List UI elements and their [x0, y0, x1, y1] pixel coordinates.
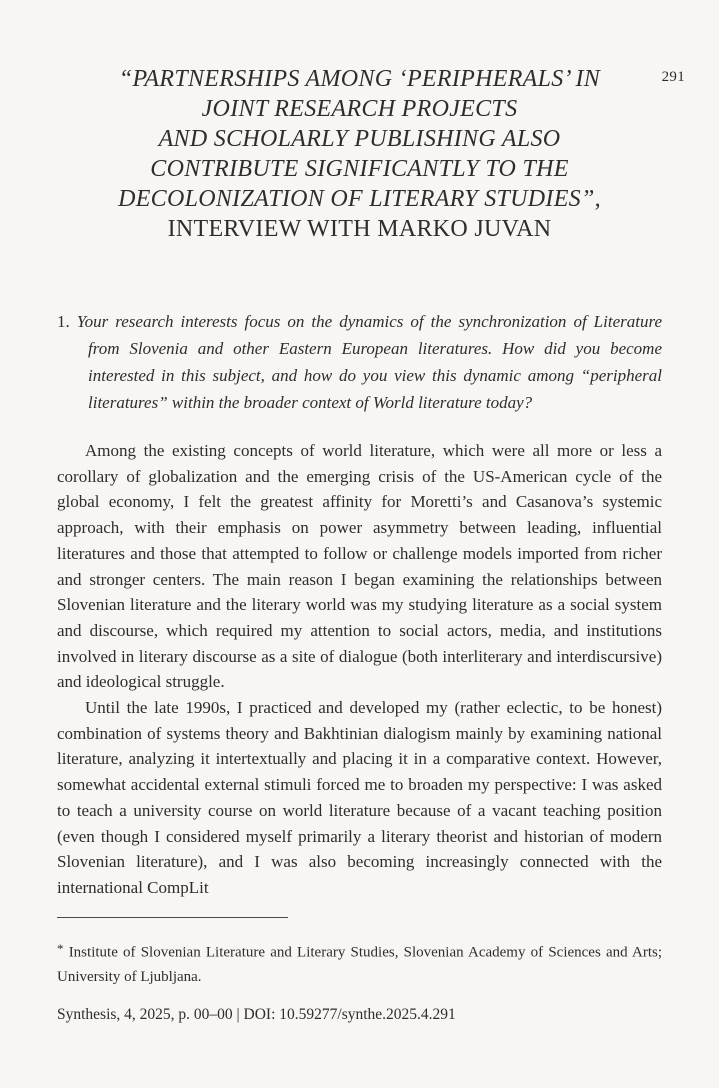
- footnote-separator-rule: [57, 917, 288, 918]
- interview-subtitle: INTERVIEW WITH MARKO JUVAN: [167, 216, 552, 242]
- question-number: 1.: [57, 312, 70, 331]
- title-line-5: DECOLONIZATION OF LITERARY STUDIES”,: [118, 186, 601, 212]
- page-number: 291: [661, 69, 685, 85]
- document-page: [57, 64, 662, 1026]
- title-line-2: JOINT RESEARCH PROJECTS: [201, 96, 518, 122]
- title-line-1: “PARTNERSHIPS AMONG ‘PERIPHERALS’ IN: [118, 66, 601, 92]
- answer-paragraph-2: Until the late 1990s, I practiced and developed my (rather eclectic, to be honest) combination of systems theory and Bakhtinian dialogism mainly by examining national literature, analyzing it intertextually and placing it in a comparative context. However, somewhat accidental external stimuli forced me to broaden my perspective: I was asked to teach a university course on world literature because of a vacant teaching position (even though I considered myself primarily a literary theorist and historian of modern Slovenian literature), and I was also becoming increasingly connected with the international CompLit: [57, 698, 662, 897]
- footnote-asterisk-marker: *: [57, 940, 64, 956]
- title-line-4: CONTRIBUTE SIGNIFICANTLY TO THE: [150, 156, 569, 182]
- answer-paragraph-1: Among the existing concepts of world literature, which were all more or less a corollary of globalization and the emerging crisis of the US-American cycle of the global economy, I felt the greatest affinity for Moretti’s and Casanova’s systemic approach, with their emphasis on power asymmetry between leading, influential literatures and those that attempted to follow or challenge models imported from richer and stronger centers. The main reason I began examining the relationships between Slovenian literature and the literary world was my studying literature as a social system and discourse, which required my attention to social actors, media, and institutions involved in literary discourse as a site of dialogue (both interliterary and interdiscursive) and ideological struggle.: [57, 441, 662, 692]
- title-line-3: AND SCHOLARLY PUBLISHING ALSO: [158, 126, 561, 152]
- footnote: [57, 936, 662, 990]
- article-title: [57, 64, 662, 244]
- journal-citation-footer: Synthesis, 4, 2025, p. 00–00 | DOI: 10.59277/synthe.2025.4.291: [57, 1005, 456, 1023]
- question-text: Your research interests focus on the dynamics of the synchronization of Literature from Slovenia and other Eastern European literatures. How did you become interested in this subject, and how do you view this dynamic among “peripheral literatures” within the broader context of World literature today?: [76, 312, 662, 412]
- interview-question: [57, 308, 662, 416]
- footnote-text: Institute of Slovenian Literature and Literary Studies, Slovenian Academy of Sciences and Arts; University of Ljubljana.: [57, 943, 662, 985]
